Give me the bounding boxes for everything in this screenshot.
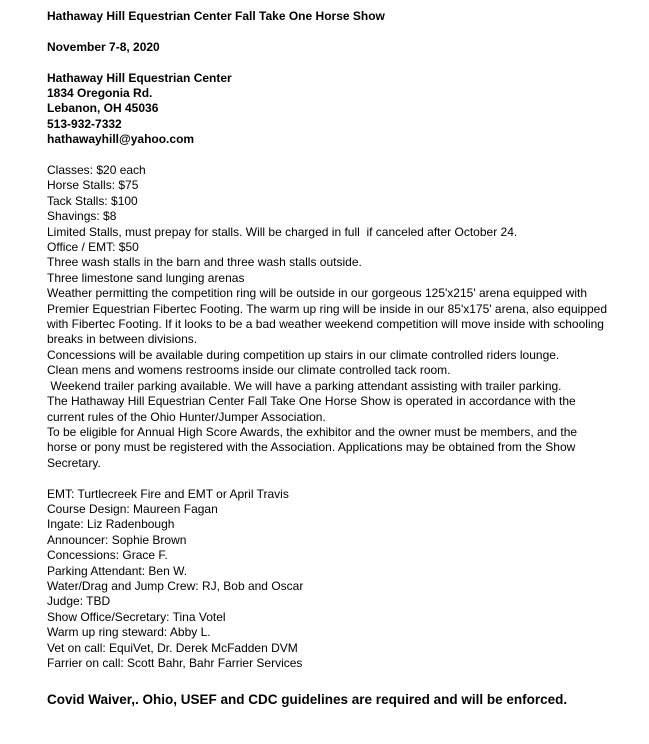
details-line: Three wash stalls in the barn and three wash stalls outside. xyxy=(47,255,362,270)
staff-line: EMT: Turtlecreek Fire and EMT or April Travis xyxy=(47,486,289,501)
document-title: Hathaway Hill Equestrian Center Fall Take One Horse Show xyxy=(47,9,385,23)
staff-line: Farrier on call: Scott Bahr, Bahr Farrier Services xyxy=(47,656,303,670)
staff-line: Announcer: Sophie Brown xyxy=(47,532,187,547)
address-line: Hathaway Hill Equestrian Center xyxy=(47,70,232,85)
details-line: Three limestone sand lunging arenas xyxy=(47,270,245,285)
staff-line: Vet on call: EquiVet, Dr. Derek McFadden DVM xyxy=(47,640,298,655)
address-line: 513-932-7332 xyxy=(47,116,122,131)
staff-line: Concessions: Grace F. xyxy=(47,548,168,563)
address-line: Lebanon, OH 45036 xyxy=(47,101,159,116)
staff-list-block xyxy=(47,487,644,672)
show-date: November 7-8, 2020 xyxy=(47,39,160,54)
details-line: Office / EMT: $50 xyxy=(47,240,139,255)
details-line: Shavings: $8 xyxy=(47,209,117,224)
staff-line: Course Design: Maureen Fagan xyxy=(47,501,218,516)
details-line: Weather permitting the competition ring will be outside in our gorgeous 125'x215' arena equipped with xyxy=(47,286,588,301)
details-line: horse or pony must be registered with the Association. Applications may be obtained from the Show xyxy=(47,440,576,455)
details-line: The Hathaway Hill Equestrian Center Fall Take One Horse Show is operated in accordance with the xyxy=(47,394,576,409)
details-line: breaks in between divisions. xyxy=(47,332,198,347)
details-line: Premier Equestrian Fibertec Footing. The warm up ring will be inside in our 85'x175' arena, also equipped xyxy=(47,301,607,316)
covid-notice: Covid Waiver,. Ohio, USEF and CDC guidelines are required and will be enforced. xyxy=(47,692,568,708)
address-line: 1834 Oregonia Rd. xyxy=(47,86,153,100)
blank-line xyxy=(47,55,644,70)
staff-line: Judge: TBD xyxy=(47,594,111,609)
address-block xyxy=(47,71,644,148)
staff-line: Warm up ring steward: Abby L. xyxy=(47,625,211,640)
details-line: current rules of the Ohio Hunter/Jumper Association. xyxy=(47,409,326,424)
blank-line xyxy=(47,471,644,486)
staff-line: Show Office/Secretary: Tina Votel xyxy=(47,609,226,624)
details-line: Concessions will be available during competition up stairs in our climate controlled riders lounge. xyxy=(47,347,560,362)
show-details-block xyxy=(47,163,644,471)
details-line: Weekend trailer parking available. We will have a parking attendant assisting with trailer parking. xyxy=(47,378,562,393)
staff-line: Water/Drag and Jump Crew: RJ, Bob and Oscar xyxy=(47,578,304,593)
details-line: Classes: $20 each xyxy=(47,163,146,178)
blank-line xyxy=(47,148,644,163)
details-line: Secretary. xyxy=(47,455,101,470)
staff-line: Ingate: Liz Radenbough xyxy=(47,517,175,532)
details-line: Limited Stalls, must prepay for stalls. Will be charged in full if canceled after October 24. xyxy=(47,224,518,239)
blank-line xyxy=(47,24,644,39)
details-line: To be eligible for Annual High Score Awards, the exhibitor and the owner must be members, and the xyxy=(47,424,578,439)
staff-line: Parking Attendant: Ben W. xyxy=(47,563,188,578)
details-line: Horse Stalls: $75 xyxy=(47,178,139,193)
address-line: hathawayhill@yahoo.com xyxy=(47,132,195,147)
details-line: Tack Stalls: $100 xyxy=(47,193,138,208)
details-line: Clean mens and womens restrooms inside our climate controlled tack room. xyxy=(47,363,451,378)
details-line: with Fibertec Footing. If it looks to be a bad weather weekend competition will move inside with schooling xyxy=(47,317,604,332)
